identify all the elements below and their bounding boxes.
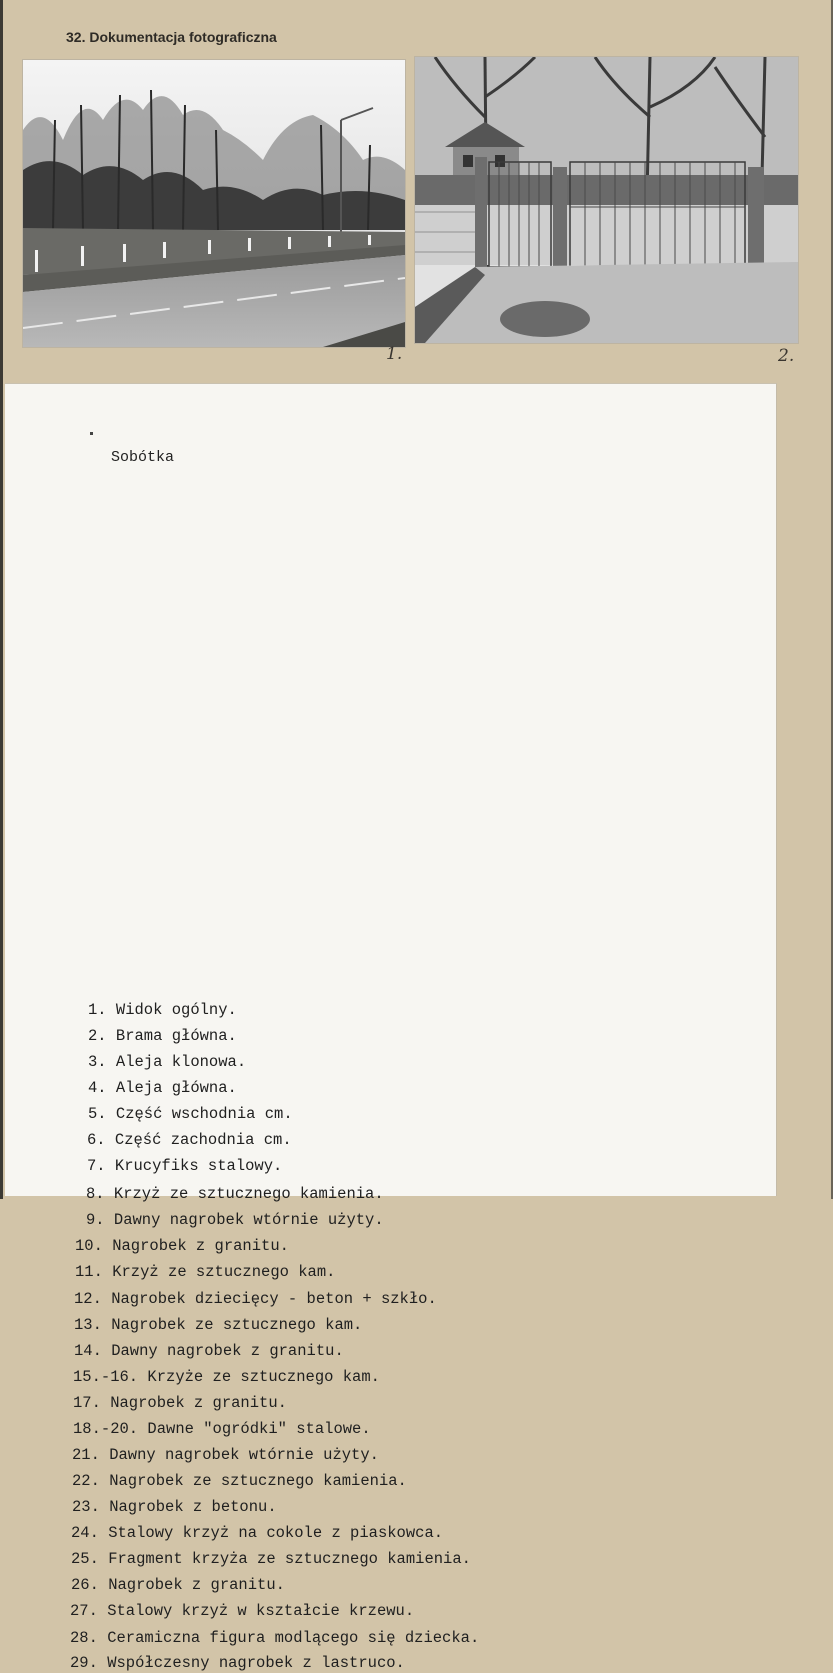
photo-gate-view <box>414 56 799 344</box>
list-item: 18.-20. Dawne "ogródki" stalowe. <box>73 1420 371 1438</box>
list-item: 28. Ceramiczna figura modlącego się dziecka. <box>70 1629 480 1647</box>
photo-number-1: 1. <box>386 344 403 364</box>
photo-road-view <box>22 59 406 348</box>
list-item: 10. Nagrobek z granitu. <box>75 1237 289 1255</box>
photo-road-image <box>23 60 405 347</box>
list-item: 27. Stalowy krzyż w kształcie krzewu. <box>70 1602 415 1620</box>
photo-gate-image <box>415 57 798 343</box>
list-item: 24. Stalowy krzyż na cokole z piaskowca. <box>71 1524 444 1542</box>
list-item: 23. Nagrobek z betonu. <box>72 1498 277 1516</box>
list-item: 13. Nagrobek ze sztucznego kam. <box>74 1316 363 1334</box>
photo-number-2: 2. <box>778 346 795 366</box>
page-header: 32. Dokumentacja fotograficzna <box>66 29 277 45</box>
list-item: 17. Nagrobek z granitu. <box>73 1394 287 1412</box>
list-item: 3. Aleja klonowa. <box>88 1053 247 1071</box>
list-item: 1. Widok ogólny. <box>88 1001 237 1019</box>
list-item: 5. Część wschodnia cm. <box>88 1105 293 1123</box>
list-item: 21. Dawny nagrobek wtórnie użyty. <box>72 1446 379 1464</box>
list-item: 9. Dawny nagrobek wtórnie użyty. <box>86 1211 384 1229</box>
list-item: 25. Fragment krzyża ze sztucznego kamienia. <box>71 1550 471 1568</box>
list-item: 8. Krzyż ze sztucznego kamienia. <box>86 1185 384 1203</box>
list-item: 12. Nagrobek dziecięcy - beton + szkło. <box>74 1290 437 1308</box>
list-item: 29. Współczesny nagrobek z lastruco. <box>70 1654 405 1672</box>
list-item: 15.-16. Krzyże ze sztucznego kam. <box>73 1368 380 1386</box>
list-item: 7. Krucyfiks stalowy. <box>87 1157 283 1175</box>
sheet-title: Sobótka <box>111 449 175 466</box>
list-item: 4. Aleja główna. <box>88 1079 237 1097</box>
list-item: 11. Krzyż ze sztucznego kam. <box>75 1263 336 1281</box>
list-item: 14. Dawny nagrobek z granitu. <box>74 1342 344 1360</box>
list-item: 6. Część zachodnia cm. <box>87 1131 292 1149</box>
list-item: 2. Brama główna. <box>88 1027 237 1045</box>
list-item: 22. Nagrobek ze sztucznego kamienia. <box>72 1472 407 1490</box>
list-item: 26. Nagrobek z granitu. <box>71 1576 285 1594</box>
typed-sheet <box>5 383 777 1196</box>
paper-mark <box>90 432 93 435</box>
